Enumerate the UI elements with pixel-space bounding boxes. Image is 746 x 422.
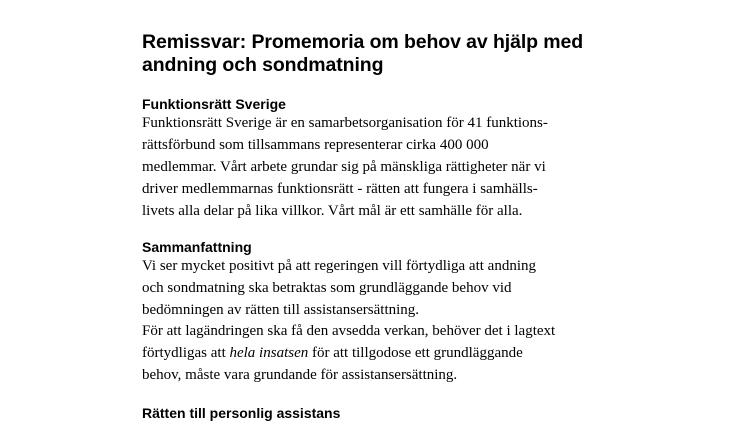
paragraph-line: driver medlemmarnas funktionsrätt - rätten att fungera i samhälls- xyxy=(142,181,538,197)
section-heading-funktionsratt: Funktionsrätt Sverige xyxy=(142,96,286,112)
paragraph-line: behov, måste vara grundande för assistansersättning. xyxy=(142,367,458,383)
paragraph-line-with-emphasis xyxy=(142,342,523,364)
paragraph-line: livets alla delar på lika villkor. Vårt mål är ett samhälle för alla. xyxy=(142,203,523,219)
section-heading-ratten-till-personlig-assistans: Rätten till personlig assistans xyxy=(142,405,341,421)
text-run: för att tillgodose ett grundläggande xyxy=(308,345,523,361)
text-run: förtydligas att xyxy=(142,345,230,361)
paragraph-line: För att lagändringen ska få den avsedda verkan, behöver det i lagtext xyxy=(142,323,556,339)
paragraph-line: rättsförbund som tillsammans representerar cirka 400 000 xyxy=(142,137,489,153)
document-title-line-2: andning och sondmatning xyxy=(142,54,384,76)
paragraph-line: och sondmatning ska betraktas som grundläggande behov vid xyxy=(142,280,512,296)
emphasis-text: hela insatsen xyxy=(229,345,309,361)
document-title-line-1: Remissvar: Promemoria om behov av hjälp med xyxy=(142,31,584,53)
document-title xyxy=(142,31,622,77)
paragraph-line: Vi ser mycket positivt på att regeringen vill förtydliga att andning xyxy=(142,258,536,274)
paragraph-line: Funktionsrätt Sverige är en samarbetsorganisation för 41 funktions- xyxy=(142,115,548,131)
paragraph-line: medlemmar. Vårt arbete grundar sig på mänskliga rättigheter när vi xyxy=(142,159,546,175)
paragraph-line: bedömningen av rätten till assistansersättning. xyxy=(142,302,420,318)
section-heading-sammanfattning: Sammanfattning xyxy=(142,239,252,255)
